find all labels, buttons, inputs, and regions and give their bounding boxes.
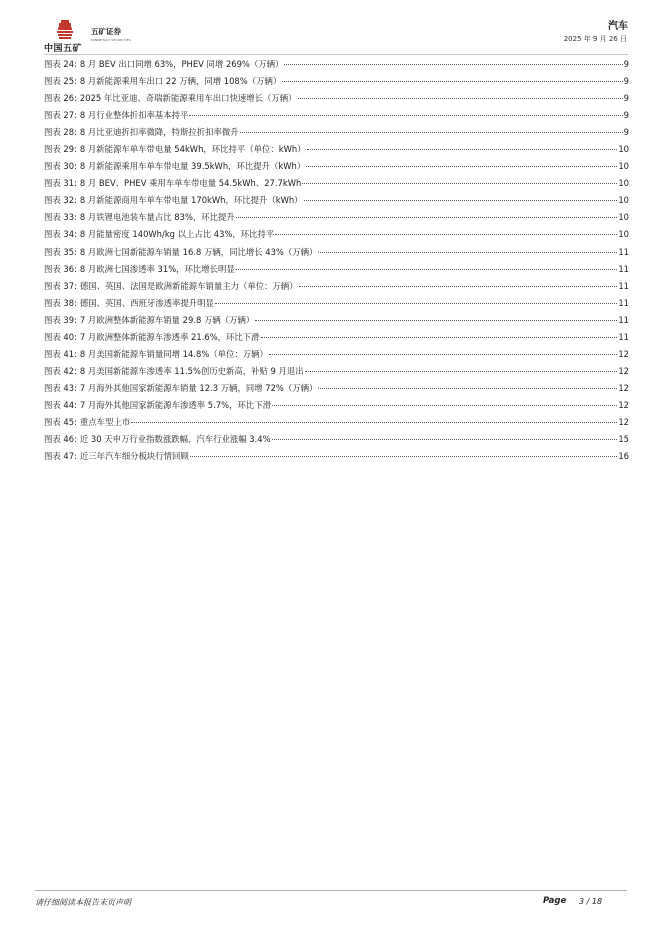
toc-entry[interactable] (44, 314, 629, 331)
toc-leader-dots (272, 405, 617, 406)
toc-leader-dots (240, 132, 623, 133)
toc-entry-page: 15 (618, 434, 629, 445)
toc-leader-dots (305, 371, 618, 372)
toc-entry-label: 图表 33: (44, 212, 77, 223)
toc-entry-title: 8 月美国新能源车渗透率 11.5%创历史新高，补贴 9 月退出 (79, 365, 304, 376)
toc-entry-title: 8 月欧洲七国新能源车销量 16.8 万辆，同比增长 43%（万辆） (79, 246, 318, 257)
toc-entry-page: 11 (618, 297, 629, 308)
toc-entry[interactable] (44, 331, 629, 348)
toc-leader-dots (318, 388, 617, 389)
toc-entry-title: 8 月新能源乘用车单车带电量 39.5kWh，环比提升（kWh） (79, 161, 306, 172)
toc-leader-dots (307, 149, 618, 150)
toc-entry[interactable] (44, 143, 629, 160)
toc-entry-page: 9 (623, 76, 629, 87)
toc-leader-dots (189, 115, 622, 116)
toc-entry-label: 图表 36: (44, 263, 77, 274)
toc-entry-label: 图表 27: (44, 110, 77, 121)
toc-entry-page: 10 (618, 161, 629, 172)
toc-entry-page: 9 (623, 59, 629, 69)
toc-leader-dots (190, 456, 618, 457)
minmetals-logo-icon (55, 18, 75, 40)
toc-entry-title: 7 月海外其他国家新能源车渗透率 5.7%，环比下滑 (79, 399, 271, 410)
toc-entry-title: 8 月新能源商用车单车带电量 170kWh，环比提升（kWh） (79, 195, 303, 206)
toc-entry[interactable] (44, 263, 629, 280)
toc-entry-page: 11 (618, 263, 629, 274)
toc-entry-page: 11 (618, 280, 629, 291)
footer-page-label: Page (543, 896, 567, 906)
toc-entry[interactable] (44, 348, 629, 365)
toc-entry[interactable] (44, 58, 629, 75)
toc-leader-dots (269, 354, 617, 355)
toc-entry[interactable] (44, 177, 629, 194)
toc-entry-title: 8 月欧洲七国渗透率 31%，环比增长明显 (79, 263, 235, 274)
toc-entry-label: 图表 43: (44, 382, 77, 393)
toc-leader-dots (215, 303, 617, 304)
toc-entry-label: 图表 25: (44, 76, 77, 87)
toc-entry-label: 图表 26: (44, 93, 77, 104)
company-name: 中国五矿 (44, 44, 83, 54)
toc-entry-title: 德国、英国、法国是欧洲新能源车销量主力（单位：万辆） (79, 280, 298, 291)
toc-entry[interactable] (44, 416, 629, 433)
toc-entry-page: 10 (618, 144, 629, 155)
toc-entry-title: 近 30 天申万行业指数涨跌幅，汽车行业涨幅 3.4% (79, 434, 271, 445)
toc-entry-title: 重点车型上市 (79, 416, 131, 427)
toc-entry-label: 图表 35: (44, 246, 77, 257)
toc-entry-page: 12 (618, 399, 629, 410)
toc-entry-page: 12 (618, 365, 629, 376)
toc-entry-title: 德国、英国、西班牙渗透率提升明显 (79, 297, 214, 308)
toc-leader-dots (284, 64, 622, 65)
toc-entry-label: 图表 32: (44, 195, 77, 206)
toc-entry[interactable] (44, 280, 629, 297)
toc-entry-title: 8 月美国新能源车销量同增 14.8%（单位：万辆） (79, 348, 268, 359)
footer-page-number: 3 / 18 (579, 897, 603, 906)
toc-entry-page: 10 (618, 229, 629, 240)
toc-entry-title: 8 月铁锂电池装车量占比 83%，环比提升 (79, 212, 235, 223)
toc-entry-title: 8 月新能源车单车带电量 54kWh，环比持平（单位：kWh） (79, 144, 306, 155)
toc-entry[interactable] (44, 228, 629, 245)
toc-entry-title: 8 月 BEV、PHEV 乘用车单车带电量 54.5kWh、27.7kWh (79, 178, 302, 189)
toc-entry-label: 图表 40: (44, 331, 77, 342)
toc-entry-label: 图表 38: (44, 297, 77, 308)
toc-entry[interactable] (44, 382, 629, 399)
toc-entry-page: 9 (623, 127, 629, 138)
toc-leader-dots (306, 166, 617, 167)
subsidiary-name: 五矿证券 (91, 27, 121, 36)
toc-entry-title: 8 月新能源乘用车出口 22 万辆，同增 108%（万辆） (79, 76, 282, 87)
toc-leader-dots (275, 234, 617, 235)
toc-entry-page: 11 (618, 314, 629, 325)
toc-entry-label: 图表 46: (44, 434, 77, 445)
toc-entry-title: 8 月能量密度 140Wh/kg 以上占比 43%，环比持平 (79, 229, 275, 240)
toc-entry-label: 图表 30: (44, 161, 77, 172)
toc-entry[interactable] (44, 160, 629, 177)
toc-leader-dots (272, 439, 618, 440)
toc-entry-title: 8 月行业整体折扣率基本持平 (79, 110, 189, 121)
footer-divider (35, 890, 627, 891)
toc-entry[interactable] (44, 433, 629, 450)
toc-entry[interactable] (44, 365, 629, 382)
toc-entry[interactable] (44, 246, 629, 263)
subsidiary-name-en: MINMETALS SECURITIES (91, 38, 131, 42)
toc-entry-page: 10 (618, 178, 629, 189)
toc-entry-label: 图表 44: (44, 399, 77, 410)
toc-entry-label: 图表 45: (44, 416, 77, 427)
toc-entry-label: 图表 34: (44, 229, 77, 240)
toc-leader-dots (131, 422, 617, 423)
toc-entry-label: 图表 39: (44, 314, 77, 325)
page-header (0, 0, 662, 58)
toc-entry-page: 9 (623, 93, 629, 104)
toc-leader-dots (299, 286, 618, 287)
table-of-figures (44, 58, 629, 467)
toc-entry-title: 7 月欧洲整体新能源车销量 29.8 万辆（万辆） (79, 314, 255, 325)
toc-entry-page: 12 (618, 348, 629, 359)
toc-entry-title: 8 月 BEV 出口同增 63%，PHEV 同增 269%（万辆） (79, 59, 284, 69)
toc-entry[interactable] (44, 75, 629, 92)
toc-entry-page: 11 (618, 331, 629, 342)
toc-entry-page: 10 (618, 195, 629, 206)
footer-disclaimer: 请仔细阅读本报告末页声明 (35, 898, 131, 907)
toc-entry-label: 图表 47: (44, 451, 77, 462)
toc-entry-page: 11 (618, 246, 629, 257)
toc-entry-page: 12 (618, 416, 629, 427)
toc-entry-label: 图表 29: (44, 144, 77, 155)
toc-entry-title: 8 月比亚迪折扣率微降，特斯拉折扣率微升 (79, 127, 239, 138)
toc-entry[interactable] (44, 450, 629, 467)
toc-leader-dots (261, 337, 618, 338)
toc-entry[interactable] (44, 109, 629, 126)
toc-entry-label: 图表 41: (44, 348, 77, 359)
toc-leader-dots (318, 252, 617, 253)
toc-entry-page: 16 (618, 451, 629, 462)
header-divider (44, 54, 628, 55)
toc-entry-label: 图表 42: (44, 365, 77, 376)
toc-entry[interactable] (44, 211, 629, 228)
toc-entry-title: 2025 年比亚迪、奇瑞新能源乘用车出口快速增长（万辆） (79, 93, 297, 104)
toc-leader-dots (302, 183, 617, 184)
toc-entry[interactable] (44, 297, 629, 314)
toc-leader-dots (304, 200, 618, 201)
toc-entry-page: 10 (618, 212, 629, 223)
toc-entry-label: 图表 28: (44, 127, 77, 138)
toc-entry[interactable] (44, 194, 629, 211)
toc-entry[interactable] (44, 399, 629, 416)
toc-entry[interactable] (44, 92, 629, 109)
toc-entry-label: 图表 31: (44, 178, 77, 189)
report-date: 2025 年 9 月 26 日 (563, 35, 627, 43)
toc-entry-title: 7 月海外其他国家新能源车销量 12.3 万辆，同增 72%（万辆） (79, 382, 318, 393)
toc-entry-label: 图表 37: (44, 280, 77, 291)
toc-leader-dots (298, 98, 623, 99)
toc-leader-dots (282, 81, 622, 82)
toc-entry-label: 图表 24: (44, 59, 77, 69)
toc-entry-title: 7 月欧洲整体新能源车渗透率 21.6%，环比下滑 (79, 331, 260, 342)
toc-leader-dots (236, 269, 618, 270)
sector-title: 汽车 (608, 21, 628, 32)
toc-entry-page: 9 (623, 110, 629, 121)
toc-entry-title: 近三年汽车细分板块行情回顾 (79, 451, 189, 462)
toc-entry[interactable] (44, 126, 629, 143)
toc-leader-dots (255, 320, 617, 321)
toc-leader-dots (236, 217, 618, 218)
toc-entry-page: 12 (618, 382, 629, 393)
